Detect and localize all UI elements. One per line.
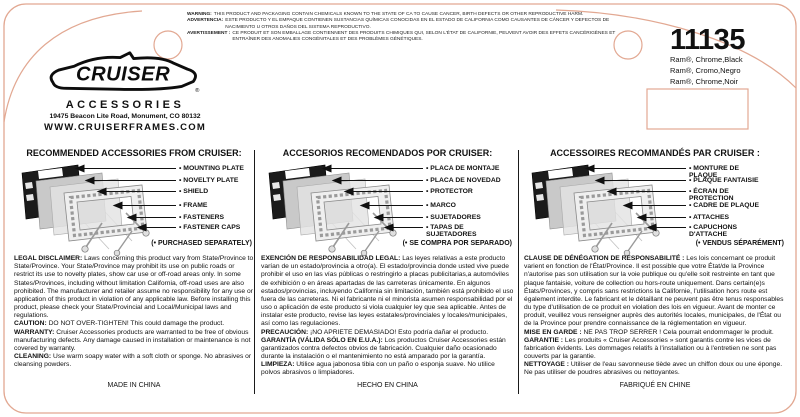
legal-paragraph [524, 255, 786, 329]
brand-subtitle: ACCESSORIES [65, 99, 185, 111]
legal-label: GARANTÍA (VÁLIDA SÓLO EN E.U.A.): [261, 336, 383, 344]
part-label: • TAPAS DE SUJETADORES [426, 224, 474, 239]
part-label: • CAPUCHONS D'ATTACHE [689, 224, 764, 239]
legal-body: Utilice agua jabonosa tibia con un paño o esponja suave. No utilice polvos abrasivos o limpiadores. [261, 361, 495, 377]
part-label: • PLAQUE FANTAISIE [689, 177, 759, 184]
part-label: • FASTENER CAPS [179, 224, 240, 231]
legal-text [261, 255, 514, 378]
legal-label: CAUTION: [14, 320, 47, 328]
legal-body: Les produits « Cruiser Accessories » sont garantis contre les vices de fabrication évidents. Les dommages relatifs à l'installation ou à l'entretien ne sont pas couverts par la garantie. [524, 336, 777, 361]
legal-paragraph [524, 337, 786, 362]
part-label: • SUJETADORES [426, 214, 481, 221]
column-spanish [261, 148, 514, 398]
purchased-separately-note: (• SE COMPRA POR SEPARADO) [402, 240, 512, 247]
part-label: • MOUNTING PLATE [179, 165, 244, 172]
legal-paragraph [524, 361, 786, 377]
column-header: ACCESSOIRES RECOMMANDÉS PAR CRUISER : [550, 148, 760, 158]
variant-line: Ram®, Chrome,Black [670, 55, 743, 64]
part-label: • MARCO [426, 202, 456, 209]
cruiser-car-logo [40, 48, 210, 96]
made-in-line: FABRIQUÉ EN CHINE [619, 382, 691, 389]
warning-block [187, 12, 625, 44]
legal-body: Los productos Cruiser Accessories están garantizados contra defectos obvios de fabricación. Cualquier daño ocasionado durante la instalación o el mantenimiento no está amparado por la garantía. [261, 336, 506, 361]
column-english [14, 148, 254, 398]
part-label: • ÉCRAN DE PROTECTION [689, 188, 764, 203]
legal-paragraph [261, 361, 514, 377]
legal-label: LEGAL DISCLAIMER: [14, 255, 83, 262]
warning-label: WARNING: [187, 12, 212, 17]
column-header: ACCESORIOS RECOMENDADOS POR CRUISER: [282, 148, 493, 158]
legal-body: Laws concerning this product vary from State/Province to State/Province. Your State/Province may prohibit its use on public roads or restrict its use to novelty plates, show car use or off-road areas only. In some States/Provinces, including without limitation California, off-road uses are also prohibited. The manufacturer and retailer assume no responsibility for any use or application of this product in violation of any applicable law. Before installing this product, please check your State/Provincial and Local/Municipal laws and regulations. [14, 255, 254, 320]
variant-line: Ram®, Chrome,Noir [670, 76, 739, 86]
legal-body: Use warm soapy water with a soft cloth or sponge. No abrasives or cleansing powders. [14, 353, 252, 369]
die-cut-window [647, 89, 748, 129]
warning-text: THIS PRODUCT AND PACKAGING CONTAIN CHEMICALS KNOWN TO THE STATE OF CA TO CAUSE CANCER, BIRTH DEFECTS OR OTHER REPRODUCTIVE HARM. [213, 12, 584, 17]
legal-paragraph [14, 329, 254, 354]
part-label: • NOVELTY PLATE [179, 177, 238, 184]
legal-label: EXENCIÓN DE RESPONSABILIDAD LEGAL: [261, 255, 401, 262]
part-label: • FASTENERS [179, 214, 224, 221]
warning-label: ADVERTENCIA: [187, 18, 224, 24]
part-label: • PLACA DE MONTAJE [426, 165, 499, 172]
legal-label: CLEANING: [14, 353, 52, 361]
warning-entry-es [187, 18, 625, 31]
legal-paragraph [261, 329, 514, 337]
legal-paragraph [524, 329, 786, 337]
legal-label: LIMPIEZA: [261, 361, 295, 369]
product-block [670, 26, 790, 88]
legal-label: PRECAUCIÓN: [261, 328, 309, 336]
part-label: • SHIELD [179, 188, 208, 195]
part-label: • CADRE DE PLAQUE [689, 202, 759, 209]
registered-mark-icon: ® [195, 88, 200, 95]
legal-text [524, 255, 786, 378]
brand-address: 19475 Beacon Lite Road, Monument, CO 80132 [49, 113, 201, 120]
legal-body: Las leyes relativas a este producto varían de un estado/provincia a otro(a). El estado/provincia donde usted vive puede prohibir el uso en las vías públicas o restringirlo a placas publicitarias,a automóviles de exhibición o en áreas apartadas de las carreteras únicamente. En algunos estados/provincias, incluyendo California sin limitación, también está prohibido el uso fuera de las carreteras. Ni el fabricante ni el minorista asumen responsabilidad por el uso o aplicación de este producto si viola cualquier ley que sea aplicable. Antes de instalar este producto, revise las leyes estatales/provinciales y locales/municipales, así como las regulaciones. [261, 255, 514, 328]
legal-body: Les lois concernant ce produit varient en fonction de l'État/Province. Il est possible que votre État/de la Province n'autorise pas son utilisation sur la voie publique ou qu'elle soit restreinte en tant que plaque fantaisie, voiture de collection ou hors-route uniquement. Dans certain(e)s États/Provinces, y compris sans restrictions la Californie, l'utilisation hors route est également interdite. Le fabricant et le détaillant ne peuvent pas être tenus responsables du type d'utilisation de ce produit en violation des lois en vigueur. Avant de monter ce produit, veuillez vous renseigner auprès des autorités locales, municipales, de l'État ou de la Province pour prendre connaissance de la réglementation en vigueur. [524, 255, 784, 328]
legal-paragraph [14, 255, 254, 320]
made-in-line: HECHO EN CHINA [357, 382, 418, 389]
legal-text [14, 255, 254, 369]
brand-block [30, 48, 220, 133]
legal-label: NETTOYAGE : [524, 361, 569, 369]
purchased-separately-note: (• VENDUS SÉPARÉMENT) [695, 240, 784, 247]
legal-paragraph [14, 320, 254, 328]
model-number: 11135 [670, 24, 745, 56]
warning-text: CE PRODUIT ET SON EMBALLAGE CONTIENNENT DES PRODUITS CHIMIQUES QUI, SELON L'ÉTAT DE CALIFORNIE, PEUVENT AVOIR DES EFFETS CANCÉRIGÈNES ET ENTRAÎNER DES ANOMALIES CONGÉNITALES ET DES PROBLÈMES GÉNÉTIQUES. [232, 30, 616, 43]
part-label: • PLACA DE NOVEDAD [426, 177, 501, 184]
part-label: • ATTACHES [689, 214, 729, 221]
warning-text: ESTE PRODUCTO Y EL EMPAQUE CONTIENEN SUSTANCIAS QUÍMICAS CONOCIDAS EN EL ESTADO DE CALIFORNIA COMO CAUSANTES DE CÁNCER Y DEFECTOS DE NACIMIENTO U OTROS DAÑOS DEL SISTEMA REPRODUCTIVO. [225, 18, 610, 30]
column-french [524, 148, 786, 398]
column-header: RECOMMENDED ACCESSORIES FROM CRUISER: [26, 148, 242, 158]
legal-label: WARRANTY: [14, 328, 55, 336]
legal-paragraph [261, 255, 514, 329]
purchased-separately-note: (• PURCHASED SEPARATELY) [151, 240, 252, 247]
legal-body: Cruiser Accessories products are warranted to be free of obvious manufacturing defects. Any damage caused in installation or maintenance is not covered by warranty. [14, 328, 251, 352]
legal-paragraph [14, 353, 254, 369]
column-divider [518, 150, 519, 394]
logo-wordmark: CRUISER [76, 63, 171, 86]
column-divider [254, 150, 255, 394]
legal-body: NE PAS TROP SERRER ! Cela pourrait endommager le produit. [583, 328, 774, 336]
legal-label: MISE EN GARDE : [524, 328, 582, 336]
part-label: • MONTURE DE PLAQUE [689, 165, 764, 180]
part-label: • FRAME [179, 202, 207, 209]
part-label: • PROTECTOR [426, 188, 473, 195]
brand-website: WWW.CRUISERFRAMES.COM [44, 122, 206, 133]
variant-line: Ram®, Cromo,Negro [670, 65, 741, 75]
legal-body: DO NOT OVER-TIGHTEN! This could damage the product. [48, 320, 225, 328]
legal-body: ¡NO APRIETE DEMASIADO! Esto podría dañar el producto. [310, 328, 489, 336]
legal-label: GARANTIE : [524, 336, 564, 344]
made-in-line: MADE IN CHINA [107, 382, 161, 389]
warning-entry-fr [187, 31, 625, 44]
legal-body: Utiliser de l'eau savonneuse tiède avec un chiffon doux ou une éponge. Ne pas utiliser de poudres abrasives ou nettoyantes. [524, 361, 783, 377]
legal-label: CLAUSE DE DÉNÉGATION DE RESPONSABILITÉ : [524, 255, 685, 262]
legal-paragraph [261, 337, 514, 362]
warning-label: AVERTISSEMENT : [187, 30, 231, 36]
